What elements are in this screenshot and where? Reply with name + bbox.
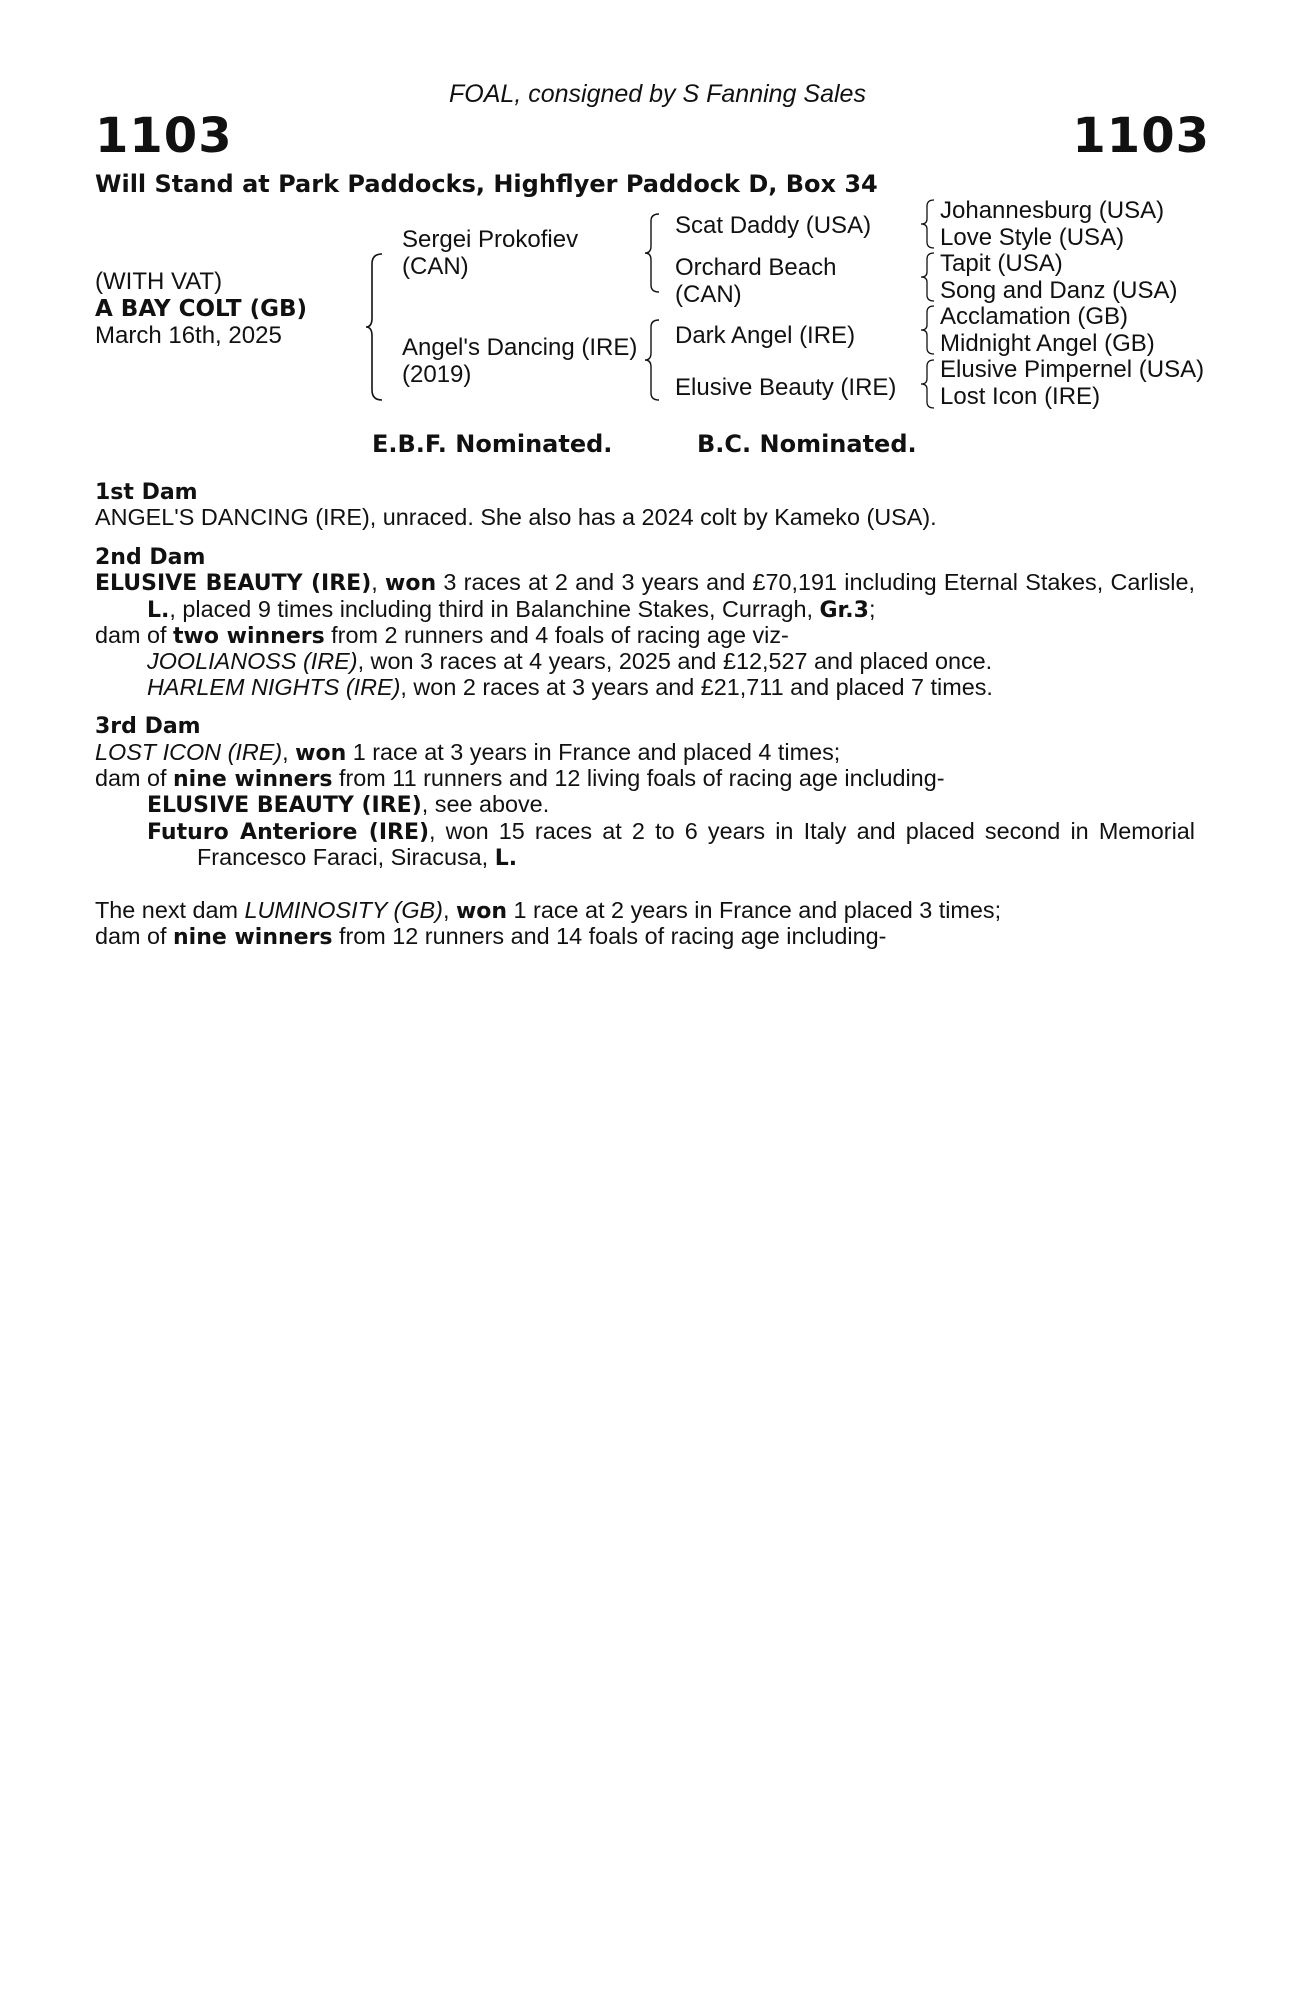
ebf-nomination: E.B.F. Nominated. — [372, 430, 613, 458]
third-dam-produce: dam of nine winners from 11 runners and 12 living foals of racing age including- — [95, 765, 945, 793]
dam-sire: Dark Angel (IRE) — [675, 322, 856, 349]
first-dam-heading: 1st Dam — [95, 480, 198, 505]
third-dam-record: LOST ICON (IRE), won 1 race at 3 years in France and placed 4 times; — [95, 738, 841, 766]
pedigree-brace-g3-1 — [920, 198, 936, 250]
progeny-item: ELUSIVE BEAUTY (IRE), see above. — [147, 791, 550, 819]
pedigree-brace-g3-4 — [920, 358, 936, 410]
lot-number-right: 1103 — [1072, 108, 1210, 164]
dam-dam: Elusive Beauty (IRE) — [675, 374, 897, 401]
sire-sire: Scat Daddy (USA) — [675, 212, 872, 239]
dam: Angel's Dancing (IRE) (2019) — [402, 334, 638, 388]
second-dam-produce: dam of two winners from 2 runners and 4 foals of racing age viz- — [95, 622, 789, 650]
pedigree-brace-main — [366, 252, 386, 402]
first-dam-text: ANGEL'S DANCING (IRE), unraced. She also has a 2024 colt by Kameko (USA). — [95, 504, 937, 531]
foaling-date: March 16th, 2025 — [95, 322, 282, 349]
consignment-line: FOAL, consigned by S Fanning Sales — [449, 80, 866, 108]
horse-name: A BAY COLT (GB) — [95, 296, 308, 322]
second-dam-heading: 2nd Dam — [95, 544, 206, 570]
third-generation: Johannesburg (USA) Love Style (USA) Tapit (USA) Song and Danz (USA) Acclamation (GB) Midnight Angel (GB) Elusive Pimpernel (USA) Lost Icon (IRE) — [940, 197, 1205, 410]
sire: Sergei Prokofiev (CAN) — [402, 226, 579, 280]
pedigree-brace-sire — [645, 212, 661, 294]
pedigree-brace-dam — [645, 318, 661, 402]
lot-number-left: 1103 — [95, 108, 233, 164]
third-dam-heading: 3rd Dam — [95, 714, 201, 740]
progeny-item: HARLEM NIGHTS (IRE), won 2 races at 3 years and £21,711 and placed 7 times. — [147, 673, 993, 700]
progeny-item: Futuro Anteriore (IRE), won 15 races at 2 to 6 years in Italy and placed second in Memorial Francesco Faraci, Siracusa, L. — [147, 817, 1195, 872]
catalogue-body — [95, 480, 1195, 951]
stabling-line: Will Stand at Park Paddocks, Highflyer Paddock D, Box 34 — [95, 170, 878, 198]
sire-dam: Orchard Beach (CAN) — [675, 254, 837, 308]
next-dam-produce: dam of nine winners from 12 runners and 14 foals of racing age including- — [95, 923, 887, 951]
pedigree-brace-g3-2 — [920, 251, 936, 303]
vat-note: (WITH VAT) — [95, 268, 223, 295]
pedigree-brace-g3-3 — [920, 304, 936, 356]
next-dam-record: The next dam LUMINOSITY (GB), won 1 race at 2 years in France and placed 3 times; — [95, 896, 1002, 924]
second-dam-record: ELUSIVE BEAUTY (IRE), won 3 races at 2 and 3 years and £70,191 including Eternal Stakes, Carlisle, L., placed 9 times including third in Balanchine Stakes, Curragh, Gr.3; — [95, 569, 1195, 623]
progeny-item: JOOLIANOSS (IRE), won 3 races at 4 years, 2025 and £12,527 and placed once. — [147, 648, 993, 675]
bc-nomination: B.C. Nominated. — [697, 430, 917, 458]
